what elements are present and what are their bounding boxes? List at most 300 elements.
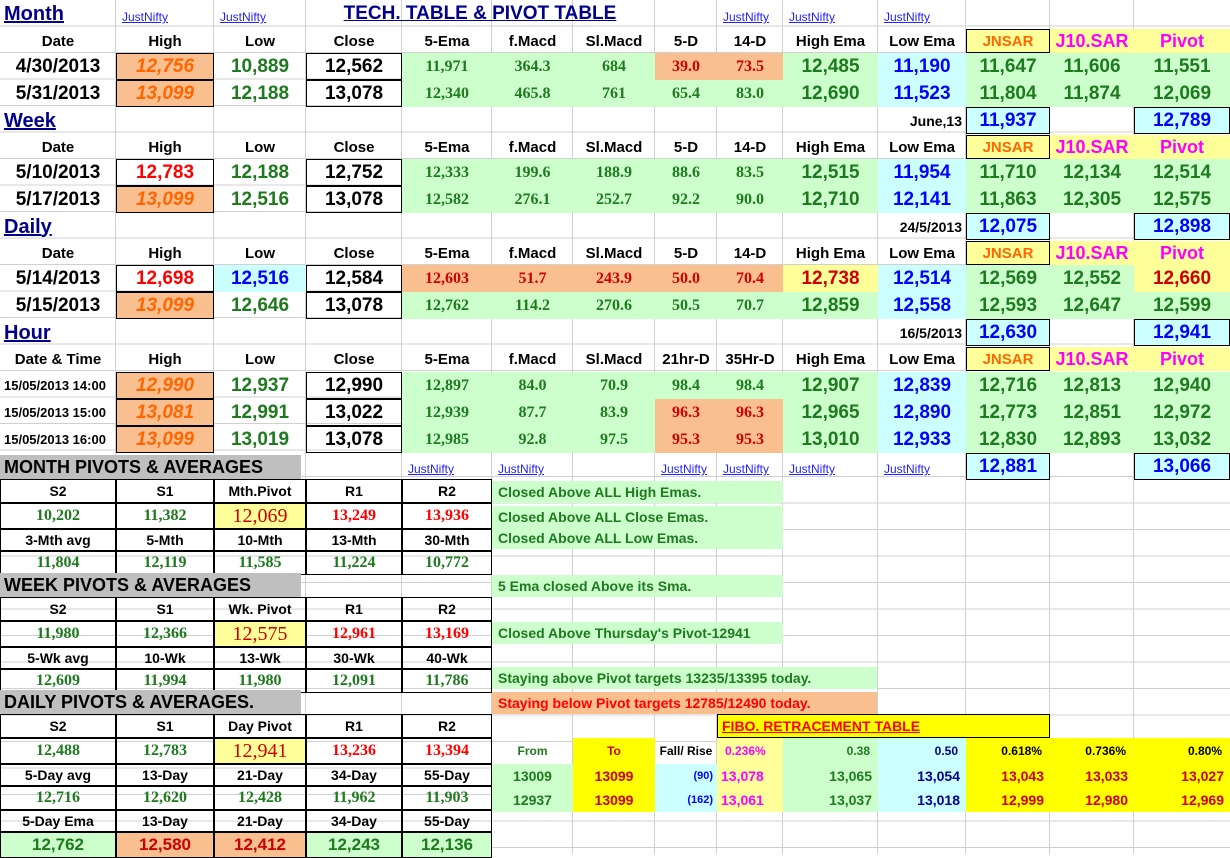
cell-daily: 12,584 bbox=[306, 265, 402, 292]
avg-value: 12,620 bbox=[116, 786, 214, 810]
cell-daily: 12,593 bbox=[966, 292, 1050, 319]
ema-header: 13-Day bbox=[116, 810, 214, 832]
row-date: 15/05/2013 16:00 bbox=[4, 432, 106, 447]
column-header-low_ema: Low Ema bbox=[889, 244, 955, 262]
pivot-value: 13,236 bbox=[306, 738, 402, 764]
cell-month: 12,485 bbox=[783, 53, 878, 80]
avg-value: 11,585 bbox=[214, 551, 306, 575]
cell-daily: 70.4 bbox=[717, 265, 783, 292]
cell-week: 13,099 bbox=[116, 186, 214, 213]
cell-week: 12,333 bbox=[402, 159, 492, 186]
projection-jnsar: 12,075 bbox=[966, 213, 1050, 240]
cell-hour: 98.4 bbox=[717, 372, 783, 399]
cell-month: 11,523 bbox=[878, 80, 966, 107]
avg-header: 40-Wk bbox=[402, 647, 492, 669]
cell-daily: 270.6 bbox=[573, 292, 655, 319]
avg-header: 13-Mth bbox=[306, 529, 402, 551]
row-date: 5/10/2013 bbox=[15, 161, 101, 183]
cell-daily: 12,859 bbox=[783, 292, 878, 319]
cell-daily: 13,078 bbox=[306, 292, 402, 319]
fibo-cell: 13,018 bbox=[878, 788, 966, 812]
projection-label: 24/5/2013 bbox=[899, 219, 962, 235]
cell-daily: 12,599 bbox=[1134, 292, 1230, 319]
projection-label: June,13 bbox=[909, 113, 962, 129]
column-header-d5: 5-D bbox=[673, 32, 699, 50]
status-note: Closed Above ALL Low Emas. bbox=[492, 527, 783, 549]
cell-hour: 83.9 bbox=[573, 399, 655, 426]
avg-header: 5-Mth bbox=[116, 529, 214, 551]
column-header-fmacd: f.Macd bbox=[508, 350, 557, 368]
avg-header: 10-Mth bbox=[214, 529, 306, 551]
cell-daily: 12,660 bbox=[1134, 265, 1230, 292]
column-header-low_ema: Low Ema bbox=[889, 32, 955, 50]
cell-hour: 97.5 bbox=[573, 426, 655, 453]
column-header-low: Low bbox=[245, 244, 275, 262]
pivot-header: S1 bbox=[116, 714, 214, 738]
cell-hour: 12,939 bbox=[402, 399, 492, 426]
cell-hour: 12,937 bbox=[230, 374, 290, 396]
cell-hour: 70.9 bbox=[573, 372, 655, 399]
avg-value: 11,994 bbox=[116, 669, 214, 693]
cell-month: 364.3 bbox=[492, 53, 573, 80]
column-header-pivot: Pivot bbox=[1134, 347, 1230, 371]
cell-hour: 96.3 bbox=[655, 399, 717, 426]
cell-daily: 51.7 bbox=[492, 265, 573, 292]
pivot-value: 13,936 bbox=[402, 503, 492, 529]
cell-month: 10,889 bbox=[230, 55, 290, 77]
cell-daily: 13,099 bbox=[116, 292, 214, 319]
cell-month: 465.8 bbox=[492, 80, 573, 107]
watermark-link[interactable]: JustNifty bbox=[789, 462, 836, 476]
cell-month: 11,971 bbox=[402, 53, 492, 80]
avg-value: 11,786 bbox=[402, 669, 492, 693]
watermark-link[interactable]: JustNifty bbox=[884, 10, 931, 24]
cell-month: 11,190 bbox=[878, 53, 966, 80]
column-header-slmacd: Sl.Macd bbox=[585, 32, 643, 50]
cell-daily: 243.9 bbox=[573, 265, 655, 292]
avg-header: 30-Mth bbox=[402, 529, 492, 551]
pivot-header: S2 bbox=[0, 479, 116, 503]
avg-value: 10,772 bbox=[402, 551, 492, 575]
fibo-cell: 13,061 bbox=[717, 788, 783, 812]
cell-month: 12,562 bbox=[306, 53, 402, 80]
row-date: 5/15/2013 bbox=[15, 294, 101, 316]
pivot-header: S1 bbox=[116, 597, 214, 621]
pivot-header: R2 bbox=[402, 597, 492, 621]
ema-value: 12,580 bbox=[116, 832, 214, 858]
column-header-high_ema: High Ema bbox=[795, 350, 866, 368]
cell-hour: 12,897 bbox=[402, 372, 492, 399]
cell-hour: 12,990 bbox=[116, 372, 214, 399]
pivot-header: R2 bbox=[402, 714, 492, 738]
fibo-cell: 12937 bbox=[492, 788, 573, 812]
avg-header: 34-Day bbox=[306, 764, 402, 786]
column-header-jnsar: JNSAR bbox=[966, 29, 1050, 53]
column-header-jnsar: JNSAR bbox=[966, 347, 1050, 371]
pivot-header: R1 bbox=[306, 597, 402, 621]
row-date: 15/05/2013 14:00 bbox=[4, 378, 106, 393]
status-note: Staying below Pivot targets 12785/12490 today. bbox=[492, 692, 877, 714]
pivot-value: 11,980 bbox=[0, 621, 116, 647]
cell-week: 12,188 bbox=[230, 161, 290, 183]
pivot-value: 12,366 bbox=[116, 621, 214, 647]
column-header-date_time: Date & Time bbox=[14, 350, 102, 368]
avg-header: 10-Wk bbox=[116, 647, 214, 669]
avg-header: 13-Wk bbox=[214, 647, 306, 669]
cell-hour: 12,716 bbox=[966, 372, 1050, 399]
pivot-value: 13,169 bbox=[402, 621, 492, 647]
avg-value: 11,980 bbox=[214, 669, 306, 693]
cell-daily: 50.5 bbox=[655, 292, 717, 319]
avg-header: 13-Day bbox=[116, 764, 214, 786]
column-header-pivot: Pivot bbox=[1134, 29, 1230, 53]
row-date: 15/05/2013 15:00 bbox=[4, 405, 106, 420]
ema-header: 21-Day bbox=[214, 810, 306, 832]
cell-month: 11,606 bbox=[1050, 53, 1134, 80]
column-header-ema5: 5-Ema bbox=[424, 32, 470, 50]
cell-week: 12,783 bbox=[116, 159, 214, 186]
column-header-hr35: 35Hr-D bbox=[725, 350, 775, 368]
cell-hour: 12,893 bbox=[1050, 426, 1134, 453]
column-header-j10sar: J10.SAR bbox=[1050, 241, 1134, 265]
ema-value: 12,762 bbox=[0, 832, 116, 858]
pivot-header: Day Pivot bbox=[214, 714, 306, 738]
pivot-value: 12,961 bbox=[306, 621, 402, 647]
column-header-j10sar: J10.SAR bbox=[1050, 347, 1134, 371]
fibo-header: 0.50 bbox=[878, 738, 966, 764]
cell-month: 83.0 bbox=[717, 80, 783, 107]
cell-week: 92.2 bbox=[655, 186, 717, 213]
cell-week: 11,954 bbox=[878, 159, 966, 186]
cell-month: 12,069 bbox=[1134, 80, 1230, 107]
cell-week: 252.7 bbox=[573, 186, 655, 213]
cell-month: 65.4 bbox=[655, 80, 717, 107]
projection-pivot: 13,066 bbox=[1134, 453, 1230, 480]
fibo-cell: 13,027 bbox=[1134, 764, 1230, 788]
cell-hour: 12,773 bbox=[966, 399, 1050, 426]
column-header-low_ema: Low Ema bbox=[889, 138, 955, 156]
column-header-high_ema: High Ema bbox=[795, 244, 866, 262]
cell-hour: 13,022 bbox=[306, 399, 402, 426]
cell-hour: 13,019 bbox=[230, 428, 290, 450]
avg-header: 5-Wk avg bbox=[0, 647, 116, 669]
cell-month: 684 bbox=[573, 53, 655, 80]
cell-hour: 12,991 bbox=[230, 401, 290, 423]
cell-week: 12,141 bbox=[878, 186, 966, 213]
cell-week: 12,305 bbox=[1050, 186, 1134, 213]
column-header-ema5: 5-Ema bbox=[424, 244, 470, 262]
cell-daily: 50.0 bbox=[655, 265, 717, 292]
column-header-slmacd: Sl.Macd bbox=[585, 350, 643, 368]
ema-value: 12,412 bbox=[214, 832, 306, 858]
cell-month: 13,099 bbox=[116, 80, 214, 107]
fibo-header: 0.618% bbox=[966, 738, 1050, 764]
fibo-title: FIBO. RETRACEMENT TABLE bbox=[717, 714, 1050, 738]
cell-daily: 12,646 bbox=[230, 294, 290, 316]
avg-header: 5-Day avg bbox=[0, 764, 116, 786]
cell-hour: 13,032 bbox=[1134, 426, 1230, 453]
fibo-cell: 13,043 bbox=[966, 764, 1050, 788]
section-title: MONTH PIVOTS & AVERAGES bbox=[0, 455, 301, 479]
cell-hour: 13,078 bbox=[306, 426, 402, 453]
projection-jnsar: 11,937 bbox=[966, 107, 1050, 134]
fibo-cell: 13009 bbox=[492, 764, 573, 788]
cell-hour: 13,010 bbox=[783, 426, 878, 453]
column-header-jnsar: JNSAR bbox=[966, 135, 1050, 159]
avg-value: 12,609 bbox=[0, 669, 116, 693]
ema-header: 34-Day bbox=[306, 810, 402, 832]
pivot-header: S2 bbox=[0, 714, 116, 738]
column-header-close: Close bbox=[333, 32, 375, 50]
cell-hour: 87.7 bbox=[492, 399, 573, 426]
column-header-slmacd: Sl.Macd bbox=[585, 244, 643, 262]
column-header-low: Low bbox=[245, 350, 275, 368]
cell-week: 90.0 bbox=[717, 186, 783, 213]
pivot-value: 12,069 bbox=[214, 503, 306, 529]
row-date: 5/17/2013 bbox=[15, 188, 101, 210]
cell-month: 73.5 bbox=[717, 53, 783, 80]
cell-hour: 12,985 bbox=[402, 426, 492, 453]
pivot-header: R1 bbox=[306, 714, 402, 738]
cell-month: 12,690 bbox=[783, 80, 878, 107]
pivot-value: 12,783 bbox=[116, 738, 214, 764]
column-header-fmacd: f.Macd bbox=[508, 32, 557, 50]
projection-pivot: 12,898 bbox=[1134, 213, 1230, 240]
avg-header: 3-Mth avg bbox=[0, 529, 116, 551]
projection-pivot: 12,941 bbox=[1134, 319, 1230, 346]
cell-hour: 12,813 bbox=[1050, 372, 1134, 399]
cell-hour: 13,081 bbox=[116, 399, 214, 426]
cell-hour: 95.3 bbox=[655, 426, 717, 453]
fibo-cell: 13,065 bbox=[783, 764, 878, 788]
cell-month: 12,188 bbox=[230, 82, 290, 104]
cell-month: 11,874 bbox=[1050, 80, 1134, 107]
column-header-low: Low bbox=[245, 138, 275, 156]
cell-week: 276.1 bbox=[492, 186, 573, 213]
cell-month: 11,551 bbox=[1134, 53, 1230, 80]
ema-header: 5-Day Ema bbox=[0, 810, 116, 832]
avg-header: 55-Day bbox=[402, 764, 492, 786]
cell-week: 11,863 bbox=[966, 186, 1050, 213]
cell-hour: 84.0 bbox=[492, 372, 573, 399]
pivot-header: Mth.Pivot bbox=[214, 479, 306, 503]
avg-value: 11,224 bbox=[306, 551, 402, 575]
cell-week: 12,514 bbox=[1134, 159, 1230, 186]
avg-value: 11,903 bbox=[402, 786, 492, 810]
cell-month: 761 bbox=[573, 80, 655, 107]
avg-value: 12,428 bbox=[214, 786, 306, 810]
column-header-high: High bbox=[148, 32, 182, 50]
fibo-header: To bbox=[573, 738, 655, 764]
row-date: 5/14/2013 bbox=[15, 267, 101, 289]
column-header-pivot: Pivot bbox=[1134, 135, 1230, 159]
fibo-cell: 13,078 bbox=[717, 764, 783, 788]
cell-week: 83.5 bbox=[717, 159, 783, 186]
row-date: 5/31/2013 bbox=[15, 82, 101, 104]
status-note: 5 Ema closed Above its Sma. bbox=[492, 575, 783, 597]
watermark-link[interactable]: JustNifty bbox=[122, 10, 169, 24]
cell-hour: 12,830 bbox=[966, 426, 1050, 453]
section-title: WEEK PIVOTS & AVERAGES bbox=[0, 573, 301, 597]
cell-month: 11,804 bbox=[966, 80, 1050, 107]
cell-week: 12,515 bbox=[783, 159, 878, 186]
month-section-label: Month bbox=[4, 2, 64, 25]
cell-daily: 70.7 bbox=[717, 292, 783, 319]
ema-value: 12,243 bbox=[306, 832, 402, 858]
fibo-cell: 13,054 bbox=[878, 764, 966, 788]
avg-header: 21-Day bbox=[214, 764, 306, 786]
cell-daily: 12,514 bbox=[878, 265, 966, 292]
fibo-cell: (90) bbox=[655, 764, 717, 788]
column-header-close: Close bbox=[333, 244, 375, 262]
pivot-value: 12,488 bbox=[0, 738, 116, 764]
cell-week: 13,078 bbox=[306, 186, 402, 213]
column-header-high_ema: High Ema bbox=[795, 32, 866, 50]
column-header-d5: 5-D bbox=[673, 244, 699, 262]
pivot-header: R2 bbox=[402, 479, 492, 503]
cell-daily: 12,603 bbox=[402, 265, 492, 292]
pivot-value: 11,382 bbox=[116, 503, 214, 529]
cell-hour: 98.4 bbox=[655, 372, 717, 399]
pivot-value: 12,575 bbox=[214, 621, 306, 647]
column-header-fmacd: f.Macd bbox=[508, 244, 557, 262]
cell-week: 188.9 bbox=[573, 159, 655, 186]
cell-month: 12,756 bbox=[116, 53, 214, 80]
column-header-low: Low bbox=[245, 32, 275, 50]
fibo-cell: 12,969 bbox=[1134, 788, 1230, 812]
pivot-header: S1 bbox=[116, 479, 214, 503]
cell-daily: 12,569 bbox=[966, 265, 1050, 292]
cell-hour: 13,099 bbox=[116, 426, 214, 453]
ema-header: 55-Day bbox=[402, 810, 492, 832]
cell-daily: 12,558 bbox=[878, 292, 966, 319]
column-header-d14: 14-D bbox=[733, 244, 767, 262]
cell-hour: 12,940 bbox=[1134, 372, 1230, 399]
cell-hour: 12,990 bbox=[306, 372, 402, 399]
fibo-cell: 13099 bbox=[573, 764, 655, 788]
column-header-date: Date bbox=[41, 244, 75, 262]
page-title: TECH. TABLE & PIVOT TABLE bbox=[343, 3, 617, 24]
watermark-link[interactable]: JustNifty bbox=[884, 462, 931, 476]
section-title: DAILY PIVOTS & AVERAGES. bbox=[0, 690, 301, 714]
column-header-d14: 14-D bbox=[733, 138, 767, 156]
cell-hour: 12,839 bbox=[878, 372, 966, 399]
fibo-header: Fall/ Rise bbox=[659, 744, 713, 758]
column-header-fmacd: f.Macd bbox=[508, 138, 557, 156]
watermark-link[interactable]: JustNifty bbox=[498, 462, 545, 476]
cell-daily: 12,552 bbox=[1050, 265, 1134, 292]
cell-hour: 12,933 bbox=[878, 426, 966, 453]
cell-daily: 114.2 bbox=[492, 292, 573, 319]
column-header-close: Close bbox=[333, 138, 375, 156]
watermark-link[interactable]: JustNifty bbox=[408, 462, 455, 476]
cell-daily: 12,762 bbox=[402, 292, 492, 319]
fibo-header: From bbox=[517, 744, 548, 758]
projection-jnsar: 12,881 bbox=[966, 453, 1050, 480]
watermark-link[interactable]: JustNifty bbox=[220, 10, 267, 24]
daily-section-label: Daily bbox=[4, 215, 52, 238]
cell-week: 12,752 bbox=[306, 159, 402, 186]
cell-hour: 96.3 bbox=[717, 399, 783, 426]
cell-week: 11,710 bbox=[966, 159, 1050, 186]
cell-month: 11,647 bbox=[966, 53, 1050, 80]
cell-daily: 12,698 bbox=[116, 265, 214, 292]
column-header-j10sar: J10.SAR bbox=[1050, 135, 1134, 159]
fibo-cell: 12,980 bbox=[1050, 788, 1134, 812]
pivot-value: 12,941 bbox=[214, 738, 306, 764]
avg-value: 12,091 bbox=[306, 669, 402, 693]
column-header-date: Date bbox=[41, 32, 75, 50]
column-header-high: High bbox=[148, 244, 182, 262]
column-header-high: High bbox=[148, 138, 182, 156]
watermark-link[interactable]: JustNifty bbox=[723, 462, 770, 476]
cell-hour: 95.3 bbox=[717, 426, 783, 453]
ema-value: 12,136 bbox=[402, 832, 492, 858]
cell-month: 13,078 bbox=[306, 80, 402, 107]
fibo-cell: 13,033 bbox=[1050, 764, 1134, 788]
pivot-value: 10,202 bbox=[0, 503, 116, 529]
column-header-jnsar: JNSAR bbox=[966, 241, 1050, 265]
week-section-label: Week bbox=[4, 109, 56, 132]
pivot-value: 13,249 bbox=[306, 503, 402, 529]
cell-week: 12,575 bbox=[1134, 186, 1230, 213]
column-header-close: Close bbox=[333, 350, 375, 368]
cell-daily: 12,516 bbox=[214, 265, 306, 292]
watermark-link[interactable]: JustNifty bbox=[789, 10, 836, 24]
pivot-value: 13,394 bbox=[402, 738, 492, 764]
status-note: Closed Above ALL High Emas. bbox=[492, 481, 783, 503]
cell-hour: 12,851 bbox=[1050, 399, 1134, 426]
status-note: Closed Above ALL Close Emas. bbox=[492, 506, 783, 528]
cell-hour: 12,972 bbox=[1134, 399, 1230, 426]
projection-pivot: 12,789 bbox=[1134, 107, 1230, 134]
projection-label: 16/5/2013 bbox=[899, 325, 962, 341]
avg-value: 11,962 bbox=[306, 786, 402, 810]
column-header-high: High bbox=[148, 350, 182, 368]
column-header-d5: 5-D bbox=[673, 138, 699, 156]
cell-hour: 12,890 bbox=[878, 399, 966, 426]
fibo-cell: 13,037 bbox=[783, 788, 878, 812]
column-header-j10sar: J10.SAR bbox=[1050, 29, 1134, 53]
column-header-ema5: 5-Ema bbox=[424, 350, 470, 368]
watermark-link[interactable]: JustNifty bbox=[661, 462, 708, 476]
column-header-slmacd: Sl.Macd bbox=[585, 138, 643, 156]
column-header-date: Date bbox=[41, 138, 75, 156]
cell-week: 12,582 bbox=[402, 186, 492, 213]
column-header-low_ema: Low Ema bbox=[889, 350, 955, 368]
fibo-cell: (162) bbox=[655, 788, 717, 812]
cell-week: 12,710 bbox=[783, 186, 878, 213]
fibo-header: 0.80% bbox=[1134, 738, 1230, 764]
fibo-cell: 13099 bbox=[573, 788, 655, 812]
status-note: Closed Above Thursday's Pivot-12941 bbox=[492, 622, 783, 644]
watermark-link[interactable]: JustNifty bbox=[723, 10, 770, 24]
cell-week: 12,134 bbox=[1050, 159, 1134, 186]
pivot-header: S2 bbox=[0, 597, 116, 621]
fibo-cell: 12,999 bbox=[966, 788, 1050, 812]
fibo-header: 0.736% bbox=[1050, 738, 1134, 764]
cell-week: 88.6 bbox=[655, 159, 717, 186]
avg-value: 11,804 bbox=[0, 551, 116, 575]
cell-month: 12,340 bbox=[402, 80, 492, 107]
avg-value: 12,716 bbox=[0, 786, 116, 810]
hour-section-label: Hour bbox=[4, 321, 51, 344]
status-note: Staying above Pivot targets 13235/13395 today. bbox=[492, 667, 877, 689]
cell-hour: 12,907 bbox=[783, 372, 878, 399]
avg-value: 12,119 bbox=[116, 551, 214, 575]
column-header-pivot: Pivot bbox=[1134, 241, 1230, 265]
avg-header: 30-Wk bbox=[306, 647, 402, 669]
